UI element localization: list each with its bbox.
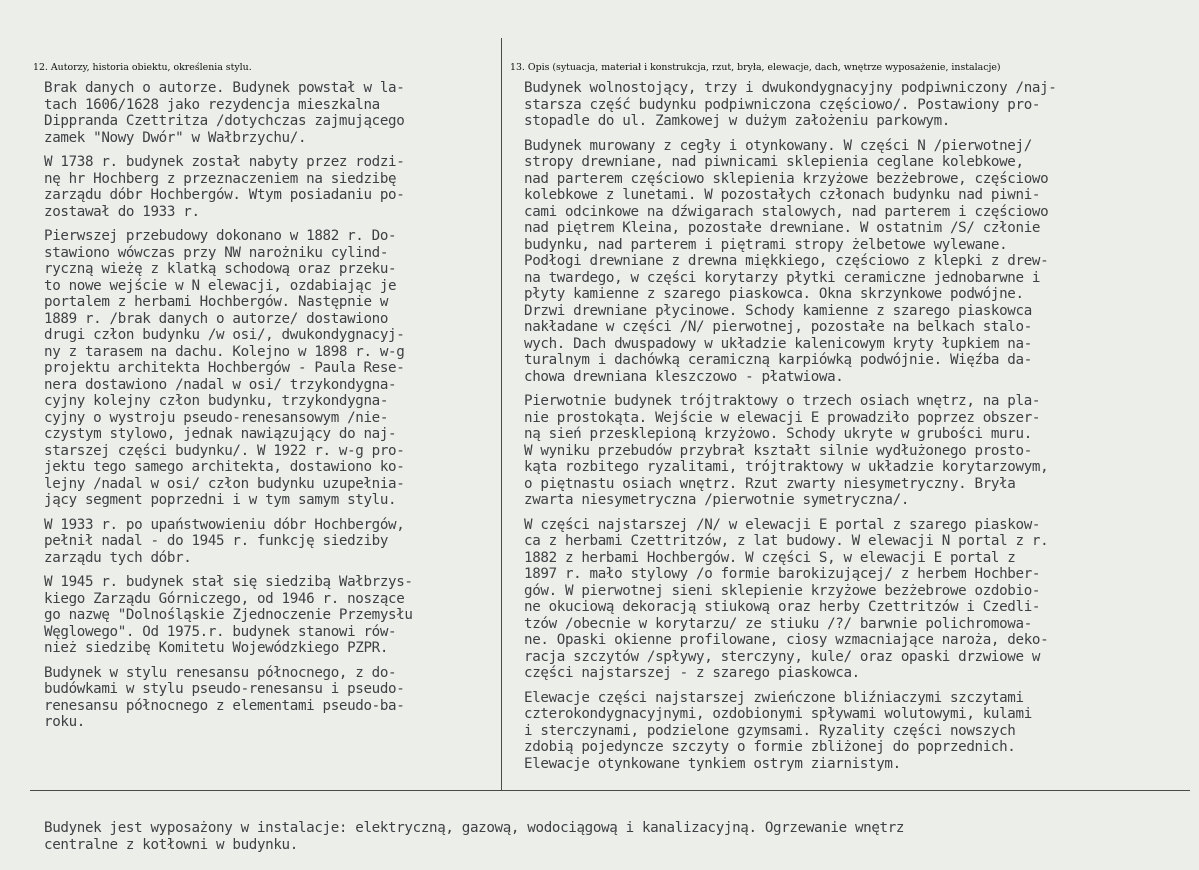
text-line: czterokondygnacyjnymi, ozdobionymi spływami wolutowymi, kulami (524, 706, 1032, 722)
text-line: nież siedzibę Komitetu Wojewódzkiego PZPR. (44, 640, 389, 656)
text-line: Podłogi drewniane z drewna miękkiego, częściowo z klepki z drew- (524, 253, 1049, 269)
paragraph (44, 80, 504, 146)
text-line: renesansu północnego z elementami pseudo-ba- (44, 697, 405, 714)
text-line: portalem z herbami Hochbergów. Następnie w (44, 294, 389, 310)
text-line: nę hr Hochberg z przeznaczeniem na siedzibę (44, 170, 397, 187)
section-divider (30, 790, 1190, 791)
text-line: tzów /obecnie w korytarzu/ ze stiuku /?/ barwnie polichromowa- (524, 615, 1032, 632)
paragraph (524, 138, 1194, 386)
text-line: nie prostokąta. Wejście w elewacji E prowadziło poprzez obszer- (524, 409, 1041, 426)
text-line: jący segment poprzedni i w tym samym stylu. (44, 492, 397, 508)
paragraph (44, 574, 504, 657)
text-line: ne. Opaski okienne profilowane, ciosy wzmacniające naroża, deko- (524, 632, 1049, 648)
text-line: i sterczynami, podzielone gzymsami. Ryzality części nowszych (524, 722, 1016, 739)
text-line: czystym stylowo, jednak nawiązujący do naj- (44, 426, 397, 442)
text-line: Budynek murowany z cegły i otynkowany. W części N /pierwotnej/ (524, 137, 1032, 154)
text-line: projektu architekta Hochbergów - Paula Rese- (44, 360, 405, 376)
text-line: roku. (44, 714, 85, 730)
text-line: centralne z kotłowni w budynku. (44, 836, 298, 853)
text-line: na twardego, w części korytarzy płytki ceramiczne jednobarwne i (524, 269, 1041, 286)
description-text (524, 80, 1194, 780)
text-line: 1889 r. /brak danych o autorze/ dostawiono (44, 310, 389, 327)
text-line: 1897 r. mało stylowy /o formie barokizującej/ z herbem Hochber- (524, 566, 1041, 582)
text-line: Budynek jest wyposażony w instalacje: elektryczną, gazową, wodociągową i kanalizacyjną. Ogrzewanie wnętrz (44, 820, 905, 836)
text-line: Węglowego". Od 1975.r. budynek stanowi rów- (44, 623, 397, 640)
text-line: nad piętrem Kleina, pozostałe drewniane. W ostatnim /S/ członie (524, 220, 1041, 236)
text-line: ca z herbami Czettritzów, z lat budowy. W elewacji N portal z r. (524, 533, 1049, 549)
text-line: Dippranda Czettritza /dotychczas zajmującego (44, 113, 405, 129)
text-line: ny z tarasem na dachu. Kolejno w 1898 r. w-g (44, 343, 405, 360)
text-line: Brak danych o autorze. Budynek powstał w la- (44, 80, 405, 96)
text-line: nad parterem częściowo sklepienia krzyżowe bezżebrowe, częściowo (524, 170, 1049, 187)
paragraph (44, 228, 504, 509)
authors-history-text (44, 80, 504, 739)
paragraph (524, 517, 1194, 682)
text-line: Pierwotnie budynek trójtraktowy o trzech osiach wnętrz, na pla- (524, 393, 1041, 409)
text-line: drugi człon budynku /w osi/, dwukondygnacyj- (44, 327, 405, 343)
text-line: starszej części budynku/. W 1922 r. w-g pro- (44, 442, 405, 459)
text-line: go nazwę "Dolnośląskie Zjednoczenie Przemysłu (44, 607, 413, 623)
section-12-heading: 12. Autorzy, historia obiektu, określenia stylu. (33, 62, 252, 73)
text-line: Elewacje części najstarszej zwieńczone bliźniaczymi szczytami (524, 689, 1024, 706)
text-line: starsza część budynku podpiwniczona częściowo/. Postawiony pro- (524, 96, 1041, 113)
text-line: W 1945 r. budynek stał się siedzibą Wałbrzys- (44, 574, 413, 590)
paragraph (524, 80, 1194, 130)
text-line: Budynek wolnostojący, trzy i dwukondygnacyjny podpiwniczony /naj- (524, 80, 1057, 96)
text-line: o piętnastu osiach wnętrz. Rzut zwarty niesymetryczny. Bryła (524, 475, 1016, 492)
text-line: budynku, nad parterem i piętrami stropy żelbetowe wylewane. (524, 236, 1008, 253)
text-line: cyjny o wystroju pseudo-renesansowym /nie- (44, 409, 389, 426)
text-line: W wyniku przebudów przybrał kształt silnie wydłużonego prosto- (524, 442, 1032, 459)
text-line: Elewacje otynkowane tynkiem ostrym ziarnistym. (524, 755, 901, 772)
text-line: kolebkowe z lunetami. W pozostałych członach budynku nad piwni- (524, 187, 1041, 203)
text-line: ną sień przesklepioną krzyżowo. Schody ukryte w grubości muru. (524, 426, 1032, 442)
text-line: kąta rozbitego ryzalitami, trójtraktowy w układzie korytarzowym, (524, 459, 1049, 475)
text-line: Drzwi drewniane płycinowe. Schody kamienne z szarego piaskowca (524, 302, 1032, 319)
text-line: zarządu tych dóbr. (44, 549, 192, 566)
text-line: chowa drewniana kleszczowo - płatwiowa. (524, 368, 844, 385)
text-line: wych. Dach dwuspadowy w układzie kalenicowym kryty łupkiem na- (524, 335, 1032, 352)
paragraph (524, 393, 1194, 509)
text-line: Pierwszej przebudowy dokonano w 1882 r. Do- (44, 228, 397, 244)
paragraph (44, 154, 504, 220)
text-line: tach 1606/1628 jako rezydencja mieszkalna (44, 96, 380, 113)
text-line: 1882 z herbami Hochbergów. W części S, w elewacji E portal z (524, 549, 1016, 566)
text-line: kiego Zarządu Górniczego, od 1946 r. noszące (44, 590, 405, 607)
text-line: lejny /nadal w osi/ człon budynku uzupełnia- (44, 475, 405, 492)
text-line: ryczną wieżę z klatką schodową oraz przeku- (44, 261, 397, 277)
text-line: jektu tego samego architekta, dostawiono ko- (44, 459, 405, 475)
paragraph (44, 665, 504, 731)
text-line: płyty kamienne z szarego piaskowca. Okna skrzynkowe podwójne. (524, 286, 1024, 302)
text-line: części najstarszej - z szarego piaskowca. (524, 665, 860, 681)
text-line: Budynek w stylu renesansu północnego, z do- (44, 664, 397, 681)
text-line: nera dostawiono /nadal w osi/ trzykondygna- (44, 376, 397, 393)
text-line: zdobią pojedyncze szczyty o formie zbliżonej do poprzednich. (524, 739, 1016, 755)
text-line: cyjny kolejny człon budynku, trzykondygna- (44, 393, 389, 409)
installations-text (44, 820, 1194, 853)
text-line: nakładane w części /N/ pierwotnej, pozostałe na belkach stalo- (524, 319, 1032, 335)
text-line: zarządu dóbr Hochbergów. Wtym posiadaniu po- (44, 187, 405, 203)
text-line: turalnym i dachówką ceramiczną karpiówką podwójnie. Więźba da- (524, 352, 1032, 368)
section-13-heading: 13. Opis (sytuacja, materiał i konstrukcja, rzut, bryła, elewacje, dach, wnętrze wyposażenie, instalacje) (510, 62, 1001, 73)
paragraph (524, 690, 1194, 773)
paragraph (44, 517, 504, 567)
text-line: pełnił nadal - do 1945 r. funkcję siedziby (44, 533, 389, 549)
text-line: ne okuciową dekoracją stiukową oraz herby Czettritzów i Czedli- (524, 599, 1041, 615)
text-line: gów. W pierwotnej sieni sklepienie krzyżowe bezżebrowe ozdobio- (524, 582, 1041, 599)
text-line: cami odcinkowe na dźwigarach stalowych, nad parterem i częściowo (524, 203, 1049, 220)
text-line: W 1933 r. po upaństwowieniu dóbr Hochbergów, (44, 516, 405, 533)
text-line: zwarta niesymetryczna /pierwotnie symetryczna/. (524, 492, 910, 508)
text-line: zamek "Nowy Dwór" w Wałbrzychu/. (44, 129, 307, 146)
text-line: stropy drewniane, nad piwnicami sklepienia ceglane kolebkowe, (524, 154, 1024, 170)
text-line: stopadle do ul. Zamkowej w dużym założeniu parkowym. (524, 113, 950, 129)
text-line: zostawał do 1933 r. (44, 203, 200, 220)
text-line: W 1738 r. budynek został nabyty przez rodzi- (44, 154, 405, 170)
text-line: W części najstarszej /N/ w elewacji E portal z szarego piaskow- (524, 516, 1041, 533)
text-line: to nowe wejście w N elewacji, ozdabiając je (44, 277, 397, 294)
text-line: stawiono wówczas przy NW narożniku cylind- (44, 244, 389, 261)
text-line: racja szczytów /spływy, sterczyny, kule/ oraz opaski drzwiowe w (524, 648, 1041, 665)
text-line: budówkami w stylu pseudo-renesansu i pseudo- (44, 681, 405, 697)
